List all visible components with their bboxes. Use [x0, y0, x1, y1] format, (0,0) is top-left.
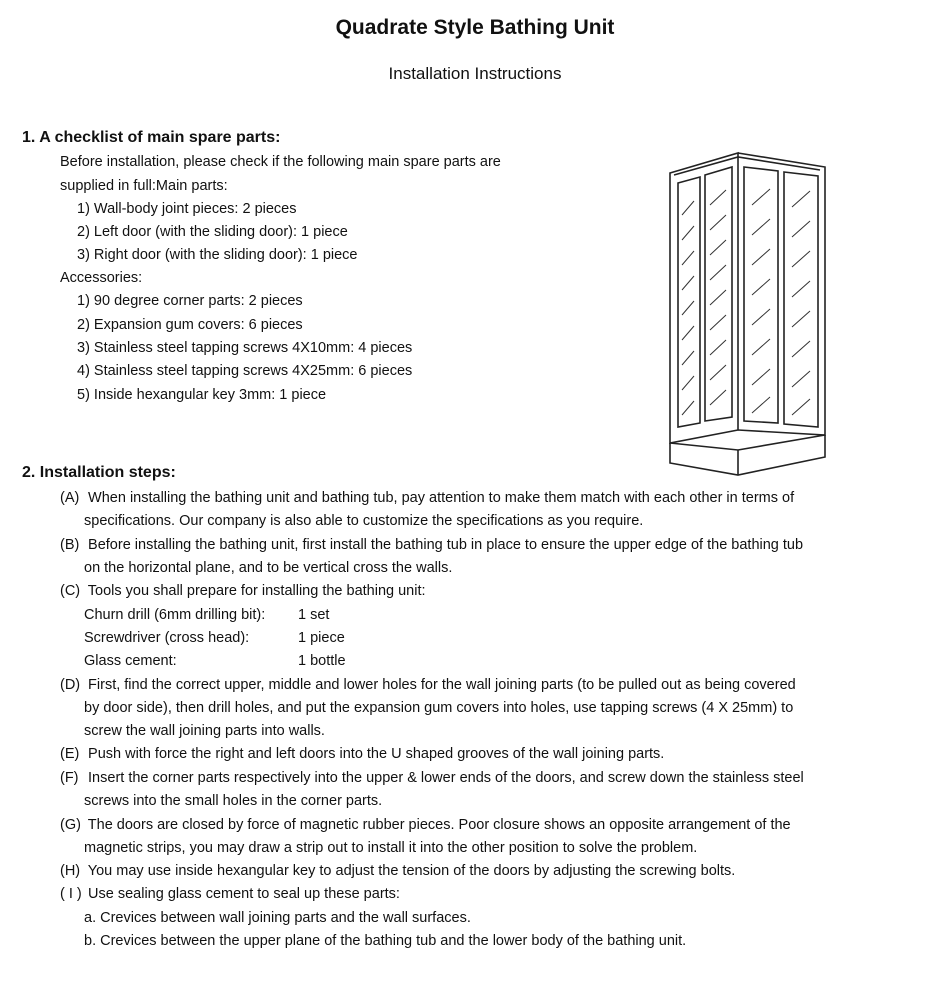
step-text: When installing the bathing unit and bathing tub, pay attention to make them match with each other in terms of [88, 490, 795, 506]
step-key: ( I ) [60, 886, 82, 902]
step-key: (C) [60, 583, 81, 599]
step-d [60, 677, 796, 693]
section1-heading: 1. A checklist of main spare parts: [22, 129, 281, 146]
step-key: (E) [60, 746, 80, 762]
step-h [60, 863, 735, 879]
step-text: The doors are closed by force of magnetic rubber pieces. Poor closure shows an opposite arrangement of the [87, 817, 791, 833]
step-key: (H) [60, 863, 81, 879]
tool-quantity: 1 set [298, 607, 330, 623]
bathing-unit-illustration [660, 145, 850, 480]
step-text: Push with force the right and left doors into the U shaped grooves of the wall joining parts. [88, 746, 665, 762]
tool-name: Glass cement: [84, 653, 177, 669]
step-a-continued: specifications. Our company is also able to customize the specifications as you require. [84, 513, 644, 529]
step-text: Before installing the bathing unit, first install the bathing tub in place to ensure the upper edge of the bathing tub [88, 537, 804, 553]
main-part-item: 2) Left door (with the sliding door): 1 piece [77, 224, 348, 240]
step-key: (G) [60, 817, 81, 833]
step-f [60, 770, 804, 786]
accessories-label: Accessories: [60, 270, 143, 286]
step-g [60, 817, 791, 833]
step-a [60, 490, 794, 506]
step-e [60, 746, 664, 762]
section1-intro-line2: supplied in full:Main parts: [60, 178, 228, 194]
section1-intro-line1: Before installation, please check if the following main spare parts are [60, 154, 501, 170]
step-text: You may use inside hexangular key to adjust the tension of the doors by adjusting the screwing bolts. [87, 863, 736, 879]
step-f-continued: screws into the small holes in the corner parts. [84, 793, 383, 809]
accessory-item: 3) Stainless steel tapping screws 4X10mm: 4 pieces [77, 340, 413, 356]
step-text: Use sealing glass cement to seal up these parts: [88, 886, 400, 902]
step-i-sub-b: b. Crevices between the upper plane of the bathing tub and the lower body of the bathing unit. [84, 933, 687, 949]
tool-name: Churn drill (6mm drilling bit): [84, 607, 266, 623]
document-title: Quadrate Style Bathing Unit [335, 16, 615, 39]
document-subtitle: Installation Instructions [388, 64, 562, 83]
accessory-item: 1) 90 degree corner parts: 2 pieces [77, 293, 303, 309]
step-text: Insert the corner parts respectively into the upper & lower ends of the doors, and screw down the stainless steel [88, 770, 804, 786]
tool-name: Screwdriver (cross head): [84, 630, 250, 646]
step-b [60, 537, 803, 553]
step-key: (F) [60, 770, 79, 786]
step-c [60, 583, 426, 599]
step-i [60, 886, 400, 902]
step-d-continued: screw the wall joining parts into walls. [84, 723, 325, 739]
step-key: (D) [60, 677, 81, 693]
step-text: First, find the correct upper, middle and lower holes for the wall joining parts (to be pulled out as being covered [88, 677, 796, 693]
tool-quantity: 1 piece [298, 630, 345, 646]
main-part-item: 3) Right door (with the sliding door): 1 piece [77, 247, 358, 263]
step-g-continued: magnetic strips, you may draw a strip out to install it into the other position to solve the problem. [84, 840, 698, 856]
step-i-sub-a: a. Crevices between wall joining parts and the wall surfaces. [84, 910, 471, 926]
main-part-item: 1) Wall-body joint pieces: 2 pieces [77, 201, 297, 217]
step-text: Tools you shall prepare for installing the bathing unit: [87, 583, 426, 599]
accessory-item: 2) Expansion gum covers: 6 pieces [77, 317, 303, 333]
step-key: (B) [60, 537, 80, 553]
tool-quantity: 1 bottle [298, 653, 346, 669]
accessory-item: 4) Stainless steel tapping screws 4X25mm: 6 pieces [77, 363, 413, 379]
section2-heading: 2. Installation steps: [22, 464, 176, 481]
step-d-continued: by door side), then drill holes, and put the expansion gum covers into holes, use tapping screws (4 X 25mm) to [84, 700, 794, 716]
step-b-continued: on the horizontal plane, and to be vertical cross the walls. [84, 560, 453, 576]
accessory-item: 5) Inside hexangular key 3mm: 1 piece [77, 387, 327, 403]
step-key: (A) [60, 490, 80, 506]
